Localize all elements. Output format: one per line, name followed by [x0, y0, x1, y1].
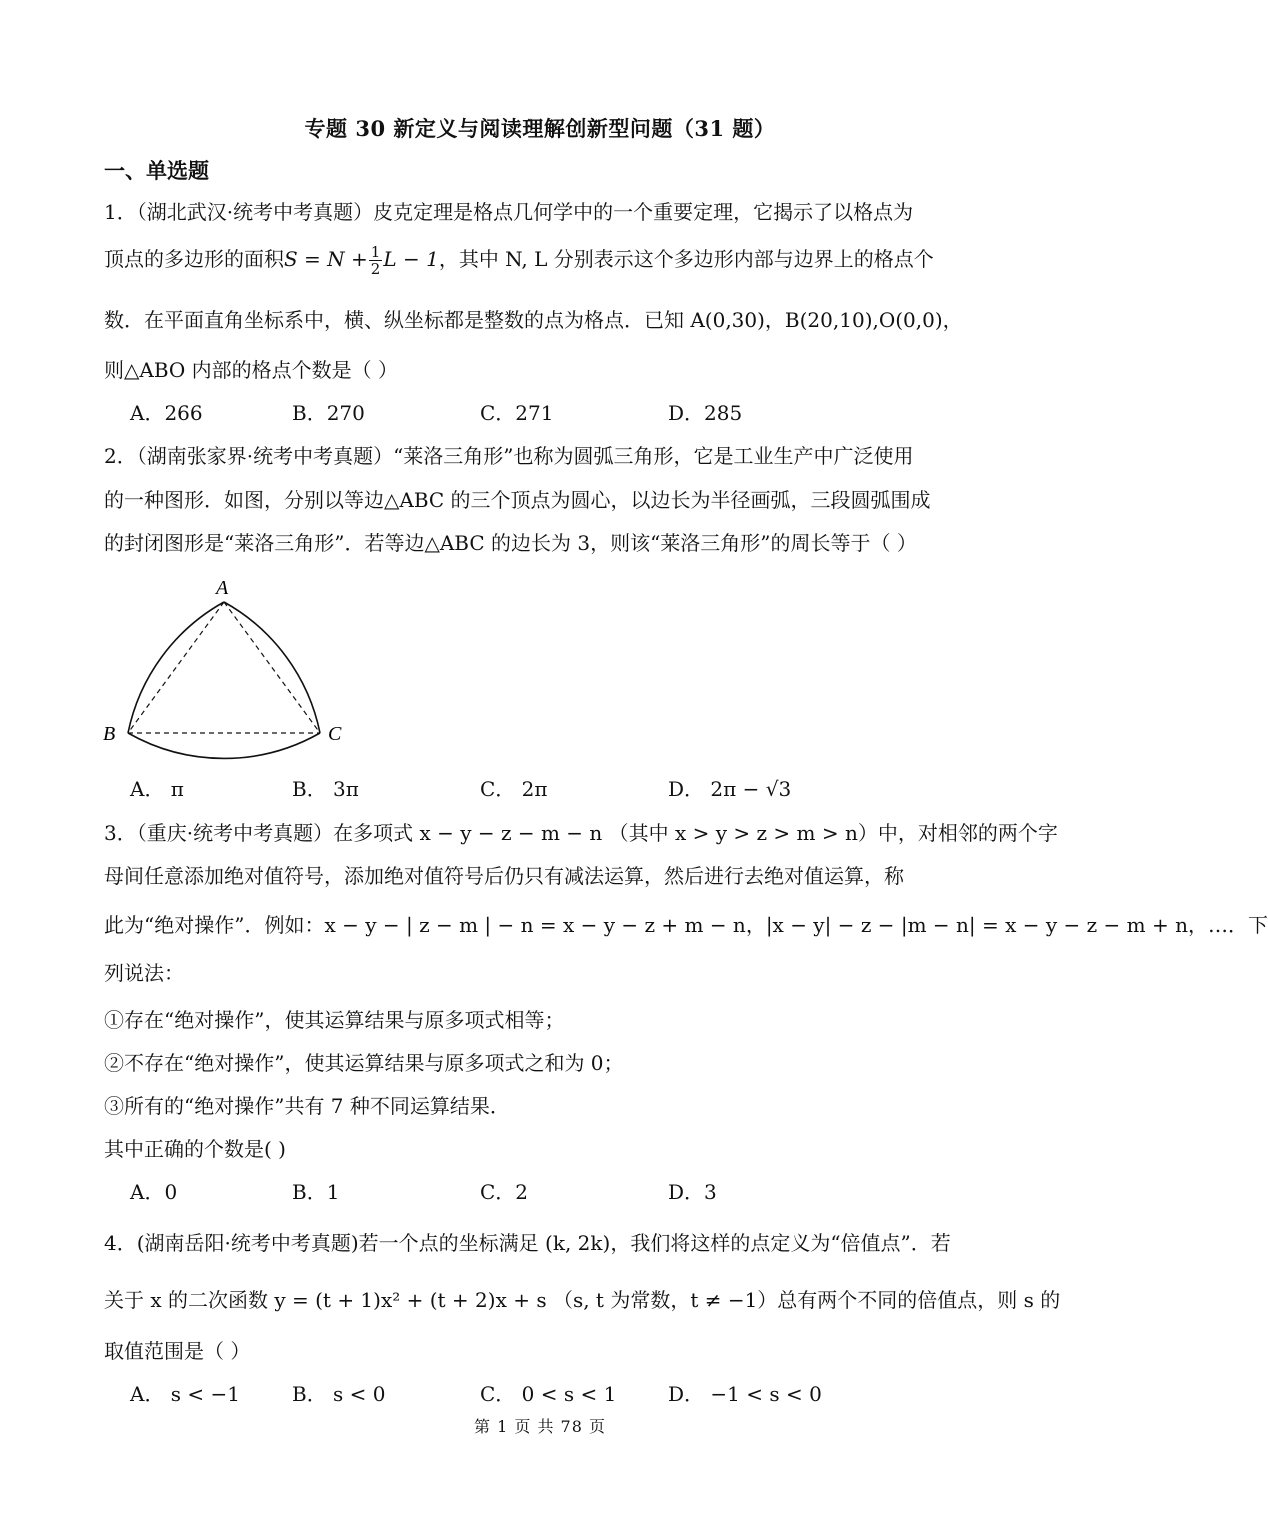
arc-bc	[128, 733, 320, 758]
q1-line-2-rest: ，其中 N, L 分别表示这个多边形内部与边界上的格点个	[438, 247, 934, 271]
q1-fraction-denominator: 2	[370, 260, 381, 278]
q3-line-1: 3．（重庆·统考中考真题）在多项式 x − y − z − m − n （其中 x > y > z > m > n）中，对相邻的两个字	[104, 821, 1058, 845]
q1-options	[130, 398, 980, 428]
q1-line-4: 则△ABO 内部的格点个数是（ ）	[104, 358, 399, 382]
q3-option-a[interactable]: A．0	[130, 1180, 178, 1204]
document-title: 专题 30 新定义与阅读理解创新型问题（31 题）	[304, 116, 776, 141]
q3-statement-2: ②不存在“绝对操作”，使其运算结果与原多项式之和为 0；	[104, 1051, 624, 1075]
q2-line-3: 的封闭图形是“莱洛三角形”．若等边△ABC 的边长为 3，则该“莱洛三角形”的周长等于（ ）	[104, 531, 917, 555]
q4-option-c[interactable]: C． 0 < s < 1	[480, 1382, 617, 1406]
q3-line-4: 列说法：	[104, 961, 184, 985]
q3-statement-3: ③所有的“绝对操作”共有 7 种不同运算结果．	[104, 1094, 510, 1118]
q1-fraction-numerator: 1	[370, 243, 381, 261]
q1-line-3: 数．在平面直角坐标系中，横、纵坐标都是整数的点为格点．已知 A(0,30)，B(20,10),O(0,0)，	[104, 308, 963, 332]
vertex-label-c: C	[328, 723, 342, 745]
q4-option-a[interactable]: A． s < −1	[130, 1382, 241, 1406]
side-ab	[128, 602, 224, 733]
q1-formula-post: L − 1	[383, 247, 439, 271]
q4-option-d[interactable]: D． −1 < s < 0	[668, 1382, 822, 1406]
q1-option-c[interactable]: C．271	[480, 401, 554, 425]
reuleaux-triangle-figure	[98, 570, 358, 760]
q4-line-1: 4．(湖南岳阳·统考中考真题)若一个点的坐标满足 (k, 2k)，我们将这样的点定义为“倍值点”．若	[104, 1231, 951, 1255]
q4-line-2: 关于 x 的二次函数 y = (t + 1)x² + (t + 2)x + s （s, t 为常数，t ≠ −1）总有两个不同的倍值点，则 s 的	[104, 1288, 1061, 1312]
q2-options	[130, 774, 980, 804]
q1-option-a[interactable]: A．266	[130, 401, 203, 425]
q4-options	[130, 1379, 980, 1409]
q1-line-2	[104, 244, 980, 277]
q3-options	[130, 1177, 980, 1207]
q3-option-b[interactable]: B．1	[292, 1180, 340, 1204]
q3-line-2: 母间任意添加绝对值符号，添加绝对值符号后仍只有减法运算，然后进行去绝对值运算，称	[104, 864, 904, 888]
vertex-label-b: B	[103, 723, 116, 745]
q2-option-b[interactable]: B． 3π	[292, 777, 359, 801]
q3-option-d[interactable]: D．3	[668, 1180, 717, 1204]
vertex-label-a: A	[216, 577, 229, 599]
q1-option-b[interactable]: B．270	[292, 401, 365, 425]
q1-line-1: 1．（湖北武汉·统考中考真题）皮克定理是格点几何学中的一个重要定理，它揭示了以格点为	[104, 200, 914, 224]
q3-statement-1: ①存在“绝对操作”，使其运算结果与原多项式相等；	[104, 1008, 565, 1032]
q1-formula-pre: S = N +	[284, 247, 368, 271]
q2-option-c[interactable]: C． 2π	[480, 777, 548, 801]
q2-line-2: 的一种图形．如图，分别以等边△ABC 的三个顶点为圆心，以边长为半径画弧，三段圆弧围成	[104, 488, 931, 512]
q3-line-prompt: 其中正确的个数是( )	[104, 1137, 286, 1161]
q4-line-3: 取值范围是（ ）	[104, 1339, 251, 1363]
section-heading: 一、单选题	[104, 158, 209, 183]
side-ac	[224, 602, 320, 733]
q1-line-2-text: 顶点的多边形的面积	[104, 247, 284, 271]
page-footer: 第 1 页 共 78 页	[474, 1417, 606, 1436]
q2-option-d[interactable]: D． 2π − √3	[668, 777, 792, 801]
q1-option-d[interactable]: D．285	[668, 401, 743, 425]
q2-option-a[interactable]: A． π	[130, 777, 184, 801]
q4-option-b[interactable]: B． s < 0	[292, 1382, 386, 1406]
q1-formula-fraction	[369, 244, 383, 277]
q3-line-3: 此为“绝对操作”．例如：x − y − | z − m | − n = x − y − z + m − n，|x − y| − z − |m − n| = x − y − z − m + n，…．下	[104, 913, 1268, 937]
q3-option-c[interactable]: C．2	[480, 1180, 529, 1204]
q2-line-1: 2．（湖南张家界·统考中考真题）“莱洛三角形”也称为圆弧三角形，它是工业生产中广泛使用	[104, 444, 914, 468]
